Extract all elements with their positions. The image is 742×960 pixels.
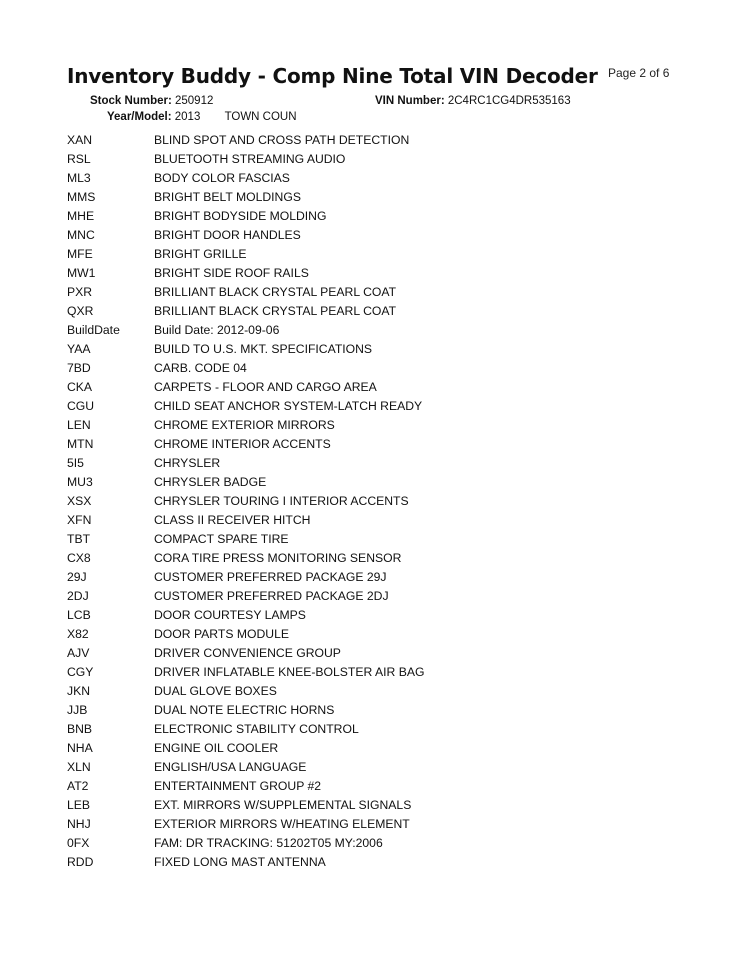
option-description: CHRYSLER BADGE <box>154 475 267 489</box>
option-row <box>67 606 687 625</box>
option-code: ML3 <box>67 171 91 185</box>
option-code: LEN <box>67 418 91 432</box>
option-description: CHILD SEAT ANCHOR SYSTEM-LATCH READY <box>154 399 423 413</box>
option-description: BLUETOOTH STREAMING AUDIO <box>154 152 346 166</box>
option-row <box>67 188 687 207</box>
option-description: CARB. CODE 04 <box>154 361 247 375</box>
option-description: CHRYSLER TOURING I INTERIOR ACCENTS <box>154 494 409 508</box>
page-title: Inventory Buddy - Comp Nine Total VIN Decoder <box>67 64 598 88</box>
option-row <box>67 397 687 416</box>
option-description: BLIND SPOT AND CROSS PATH DETECTION <box>154 133 410 147</box>
option-code: CKA <box>67 380 93 394</box>
option-code: JJB <box>67 703 88 717</box>
option-description: CHROME EXTERIOR MIRRORS <box>154 418 335 432</box>
option-row <box>67 796 687 815</box>
option-description: Build Date: 2012-09-06 <box>154 323 280 337</box>
option-code: MU3 <box>67 475 93 489</box>
option-code: 7BD <box>67 361 91 375</box>
option-row <box>67 207 687 226</box>
option-description: CHRYSLER <box>154 456 221 470</box>
option-row <box>67 283 687 302</box>
stock-number-value: 250912 <box>175 95 214 107</box>
option-description: BRIGHT DOOR HANDLES <box>154 228 301 242</box>
option-row <box>67 378 687 397</box>
option-description: EXTERIOR MIRRORS W/HEATING ELEMENT <box>154 817 410 831</box>
option-description: CLASS II RECEIVER HITCH <box>154 513 311 527</box>
option-code: XAN <box>67 133 93 147</box>
option-code: CGY <box>67 665 94 679</box>
option-row <box>67 454 687 473</box>
option-row <box>67 359 687 378</box>
option-row <box>67 720 687 739</box>
option-row <box>67 549 687 568</box>
option-code: 2DJ <box>67 589 89 603</box>
option-code: X82 <box>67 627 89 641</box>
option-row <box>67 416 687 435</box>
vin-number <box>375 95 571 107</box>
option-code: PXR <box>67 285 93 299</box>
year-model-label: Year/Model: <box>107 111 172 123</box>
option-code: 0FX <box>67 836 90 850</box>
option-row <box>67 815 687 834</box>
option-code: NHJ <box>67 817 91 831</box>
option-description: BRIGHT GRILLE <box>154 247 247 261</box>
option-code: MMS <box>67 190 96 204</box>
option-code: 29J <box>67 570 87 584</box>
vin-number-value: 2C4RC1CG4DR535163 <box>447 95 571 107</box>
stock-number <box>90 95 213 107</box>
option-row <box>67 435 687 454</box>
option-description: ELECTRONIC STABILITY CONTROL <box>154 722 359 736</box>
option-description: COMPACT SPARE TIRE <box>154 532 289 546</box>
option-description: BUILD TO U.S. MKT. SPECIFICATIONS <box>154 342 373 356</box>
option-description: CUSTOMER PREFERRED PACKAGE 29J <box>154 570 387 584</box>
stock-number-label: Stock Number: <box>90 95 172 107</box>
option-code: AJV <box>67 646 90 660</box>
option-row <box>67 739 687 758</box>
option-code: XSX <box>67 494 92 508</box>
option-row <box>67 321 687 340</box>
option-row <box>67 663 687 682</box>
option-code: AT2 <box>67 779 89 793</box>
option-description: CARPETS - FLOOR AND CARGO AREA <box>154 380 377 394</box>
option-code: YAA <box>67 342 91 356</box>
option-description: BRIGHT BELT MOLDINGS <box>154 190 301 204</box>
option-row <box>67 226 687 245</box>
option-description: FAM: DR TRACKING: 51202T05 MY:2006 <box>154 836 383 850</box>
option-description: BRIGHT BODYSIDE MOLDING <box>154 209 327 223</box>
option-row <box>67 473 687 492</box>
option-description: DOOR COURTESY LAMPS <box>154 608 306 622</box>
option-code: LCB <box>67 608 91 622</box>
option-code: RSL <box>67 152 91 166</box>
option-code: XLN <box>67 760 91 774</box>
option-description: DOOR PARTS MODULE <box>154 627 289 641</box>
option-row <box>67 625 687 644</box>
option-code: MHE <box>67 209 95 223</box>
option-description: FIXED LONG MAST ANTENNA <box>154 855 326 869</box>
option-description: DRIVER INFLATABLE KNEE-BOLSTER AIR BAG <box>154 665 425 679</box>
option-row <box>67 245 687 264</box>
option-description: CHROME INTERIOR ACCENTS <box>154 437 331 451</box>
option-description: ENGINE OIL COOLER <box>154 741 279 755</box>
option-row <box>67 644 687 663</box>
option-description: BODY COLOR FASCIAS <box>154 171 290 185</box>
option-description: BRILLIANT BLACK CRYSTAL PEARL COAT <box>154 285 397 299</box>
option-row <box>67 264 687 283</box>
option-description: EXT. MIRRORS W/SUPPLEMENTAL SIGNALS <box>154 798 412 812</box>
option-row <box>67 682 687 701</box>
option-row <box>67 568 687 587</box>
option-code: MNC <box>67 228 95 242</box>
option-row <box>67 150 687 169</box>
option-code: BNB <box>67 722 93 736</box>
option-code: NHA <box>67 741 93 755</box>
option-code: LEB <box>67 798 91 812</box>
model-value: TOWN COUN <box>224 111 297 123</box>
option-description: DUAL NOTE ELECTRIC HORNS <box>154 703 335 717</box>
option-row <box>67 834 687 853</box>
vin-number-label: VIN Number: <box>375 95 445 107</box>
option-code: MFE <box>67 247 93 261</box>
option-row <box>67 511 687 530</box>
year-model <box>107 111 297 123</box>
option-code: 5I5 <box>67 456 84 470</box>
option-description: CORA TIRE PRESS MONITORING SENSOR <box>154 551 402 565</box>
option-row <box>67 169 687 188</box>
option-description: DRIVER CONVENIENCE GROUP <box>154 646 341 660</box>
option-code: XFN <box>67 513 92 527</box>
option-code: CX8 <box>67 551 91 565</box>
option-code: MW1 <box>67 266 96 280</box>
option-description: DUAL GLOVE BOXES <box>154 684 277 698</box>
option-row <box>67 587 687 606</box>
option-row <box>67 758 687 777</box>
option-code: JKN <box>67 684 91 698</box>
option-row <box>67 131 687 150</box>
page-number: Page 2 of 6 <box>608 66 670 80</box>
option-code: TBT <box>67 532 91 546</box>
option-description: CUSTOMER PREFERRED PACKAGE 2DJ <box>154 589 389 603</box>
option-description: ENGLISH/USA LANGUAGE <box>154 760 307 774</box>
option-row <box>67 492 687 511</box>
option-description: BRIGHT SIDE ROOF RAILS <box>154 266 309 280</box>
option-code: BuildDate <box>67 323 120 337</box>
option-code: QXR <box>67 304 94 318</box>
option-row <box>67 701 687 720</box>
option-code: MTN <box>67 437 94 451</box>
option-row <box>67 530 687 549</box>
option-row <box>67 340 687 359</box>
option-code: RDD <box>67 855 94 869</box>
option-row <box>67 777 687 796</box>
option-description: ENTERTAINMENT GROUP #2 <box>154 779 322 793</box>
year-value: 2013 <box>174 111 201 123</box>
option-row <box>67 302 687 321</box>
option-code: CGU <box>67 399 95 413</box>
option-description: BRILLIANT BLACK CRYSTAL PEARL COAT <box>154 304 397 318</box>
option-row <box>67 853 687 872</box>
option-code-list <box>67 131 687 872</box>
